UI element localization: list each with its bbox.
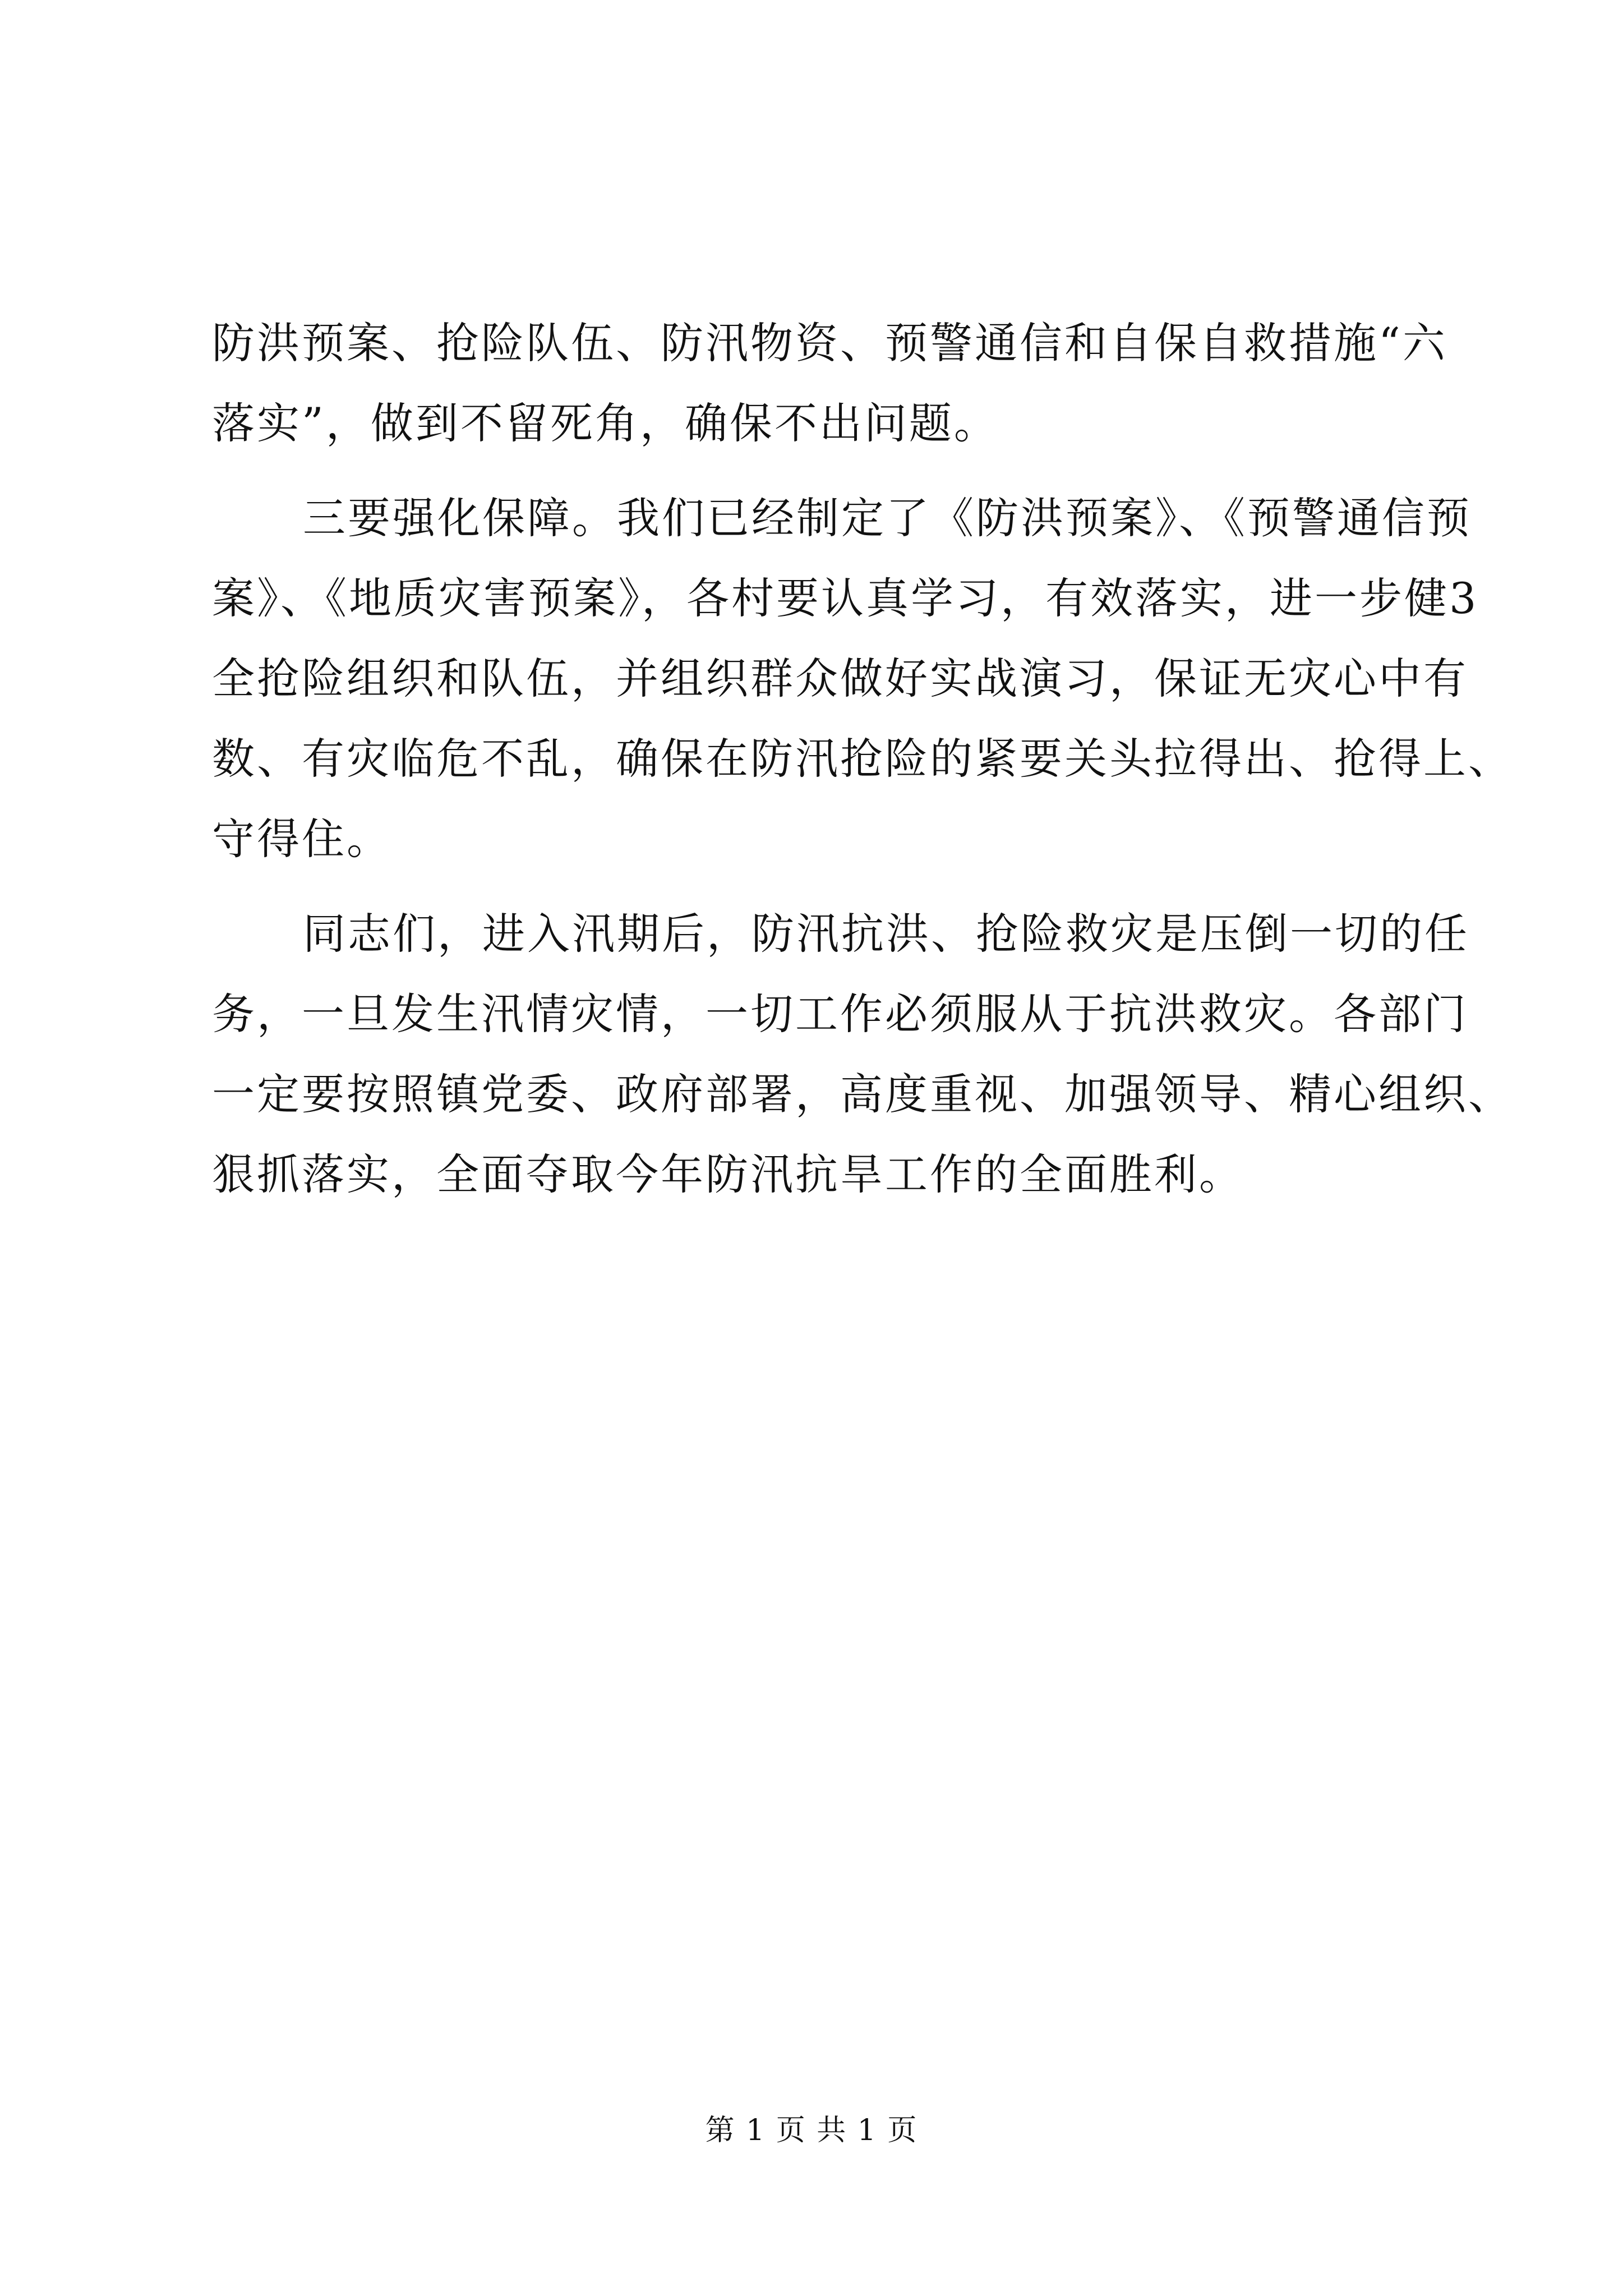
text-line: 落实”，做到不留死角，确保不出问题。 — [212, 398, 999, 448]
text-line: 防洪预案、抢险队伍、防汛物资、预警通信和自保自救措施“六 — [212, 318, 1447, 368]
document-body — [212, 303, 1513, 1214]
text-line: 同志们，进入汛期后，防汛抗洪、抢险救灾是压倒一切的任 — [303, 909, 1469, 959]
paragraph-2 — [212, 478, 1513, 879]
text-line: 全抢险组织和队伍，并组织群众做好实战演习，保证无灾心中有 — [212, 654, 1468, 703]
text-line: 狠抓落实，全面夺取今年防汛抗旱工作的全面胜利。 — [212, 1149, 1244, 1199]
text-line: 案》、《地质灾害预案》，各村要认真学习，有效落实，进一步健3 — [212, 573, 1479, 623]
paragraph-1 — [212, 303, 1447, 463]
text-line: 一定要按照镇党委、政府部署，高度重视、加强领导、精心组织、 — [212, 1069, 1513, 1119]
text-line: 数、有灾临危不乱，确保在防汛抢险的紧要关头拉得出、抢得上、 — [212, 734, 1513, 784]
paragraph-3 — [212, 894, 1513, 1214]
page-number-footer: 第 1 页 共 1 页 — [705, 2114, 918, 2147]
text-line: 守得住。 — [212, 814, 391, 864]
paragraph-spacer — [212, 879, 1418, 894]
paragraph-spacer — [212, 463, 1418, 478]
text-line: 三要强化保障。我们已经制定了《防洪预案》、《预警通信预 — [303, 493, 1472, 543]
text-line: 务，一旦发生汛情灾情，一切工作必须服从于抗洪救灾。各部门 — [212, 989, 1468, 1039]
